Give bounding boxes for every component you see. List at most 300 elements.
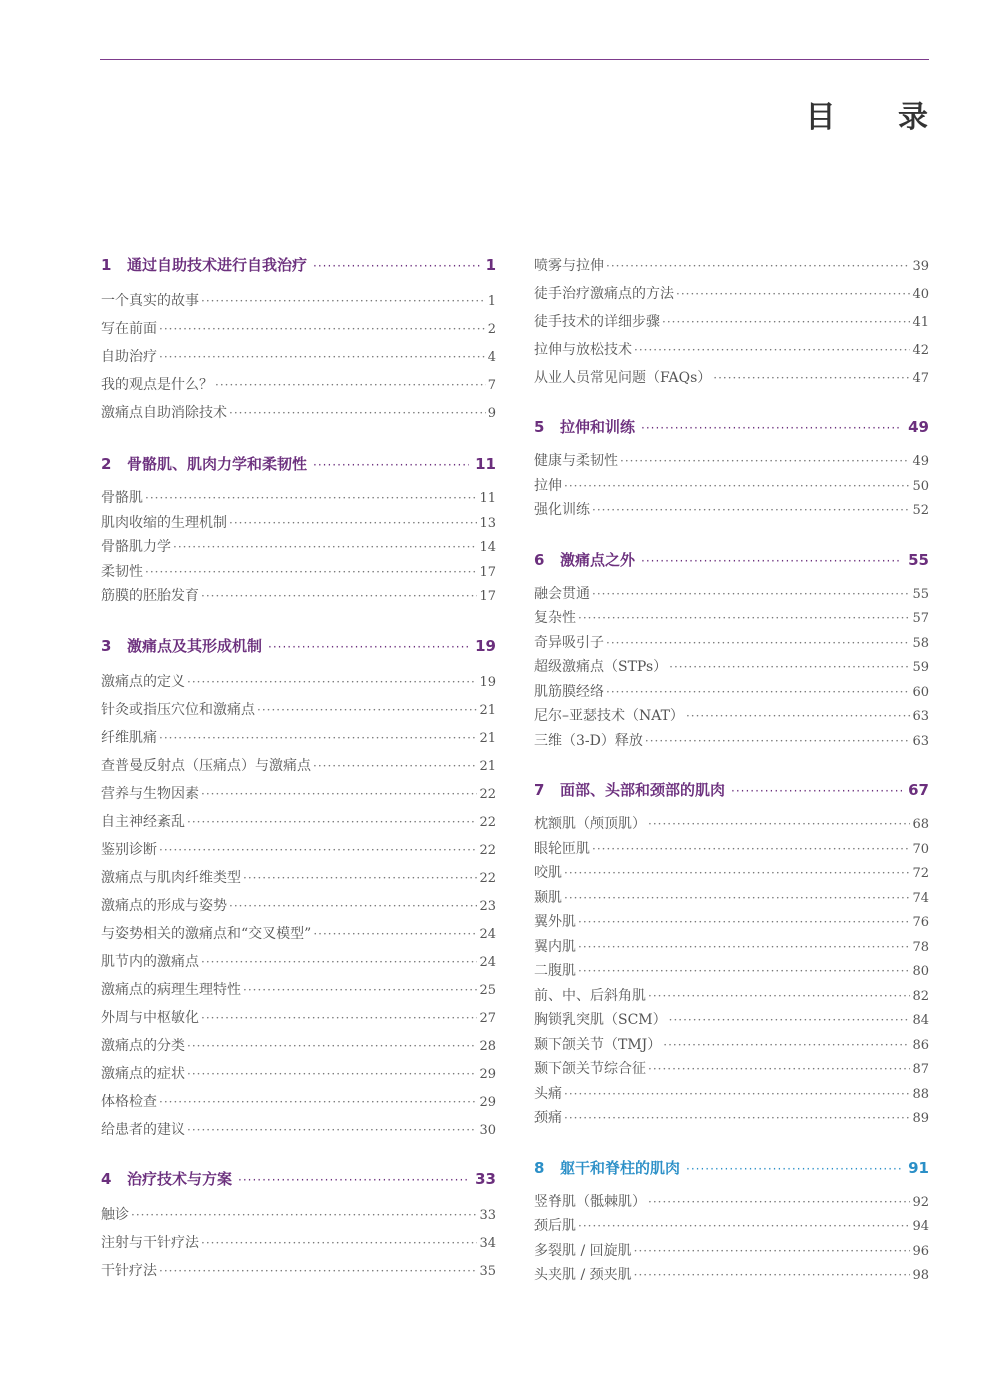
toc-entry[interactable] bbox=[101, 976, 496, 1004]
entry-title: 激痛点的分类 bbox=[101, 1037, 185, 1054]
dot-leader bbox=[159, 1088, 477, 1116]
dot-leader bbox=[578, 910, 910, 935]
chapter-page: 1 bbox=[485, 256, 496, 274]
toc-entry[interactable] bbox=[101, 399, 496, 427]
dot-leader bbox=[313, 920, 477, 948]
spacer bbox=[534, 1288, 929, 1312]
dot-leader bbox=[686, 1156, 902, 1182]
entry-page: 22 bbox=[479, 786, 496, 802]
chapter-page: 55 bbox=[908, 550, 929, 569]
dot-leader bbox=[313, 452, 469, 478]
chapter-page: 11 bbox=[475, 455, 496, 473]
entry-title: 纤维肌痛 bbox=[101, 729, 157, 746]
entry-title: 骨骼肌 bbox=[101, 490, 143, 506]
entry-page: 19 bbox=[479, 674, 496, 690]
entry-page: 76 bbox=[912, 915, 929, 930]
entry-page: 78 bbox=[912, 939, 929, 955]
entry-page: 39 bbox=[912, 259, 929, 274]
entry-page: 22 bbox=[479, 814, 496, 830]
entry-page: 86 bbox=[912, 1037, 929, 1053]
dot-leader bbox=[187, 1116, 477, 1144]
dot-leader bbox=[578, 606, 910, 631]
toc-entry[interactable] bbox=[534, 280, 929, 308]
entry-page: 63 bbox=[912, 733, 929, 749]
dot-leader bbox=[159, 1257, 477, 1285]
toc-entry[interactable] bbox=[534, 837, 929, 862]
toc-entry[interactable] bbox=[534, 252, 929, 280]
entry-page: 21 bbox=[479, 730, 496, 746]
entry-title: 激痛点的病理生理特性 bbox=[101, 981, 241, 998]
entry-page: 35 bbox=[479, 1263, 496, 1279]
dot-leader bbox=[145, 560, 477, 585]
spacer bbox=[101, 609, 496, 633]
dot-leader bbox=[159, 343, 486, 371]
dot-leader bbox=[592, 837, 910, 862]
entry-title: 激痛点与肌肉纤维类型 bbox=[101, 869, 241, 886]
entry-title: 肌筋膜经络 bbox=[534, 683, 604, 700]
toc-entry[interactable] bbox=[534, 812, 929, 837]
entry-title: 竖脊肌（骶棘肌） bbox=[534, 1193, 646, 1210]
dot-leader bbox=[578, 1214, 910, 1239]
spacer bbox=[534, 803, 929, 812]
entry-page: 87 bbox=[912, 1062, 929, 1077]
chapter-number: 2 bbox=[101, 455, 112, 473]
dot-leader bbox=[669, 655, 910, 680]
entry-page: 24 bbox=[479, 954, 496, 970]
chapter-heading[interactable] bbox=[534, 777, 929, 803]
entry-page: 30 bbox=[479, 1122, 496, 1138]
toc-entry[interactable] bbox=[534, 704, 929, 729]
chapter-page: 33 bbox=[475, 1169, 496, 1188]
chapter-number: 6 bbox=[534, 550, 545, 569]
entry-title: 复杂性 bbox=[534, 610, 576, 626]
entry-page: 7 bbox=[487, 378, 496, 393]
dot-leader bbox=[564, 1106, 910, 1131]
entry-page: 33 bbox=[479, 1207, 496, 1223]
dot-leader bbox=[187, 1032, 477, 1060]
entry-page: 23 bbox=[479, 898, 496, 914]
toc-entry[interactable] bbox=[534, 308, 929, 336]
toc-entry[interactable] bbox=[101, 808, 496, 836]
dot-leader bbox=[145, 486, 477, 511]
dot-leader bbox=[641, 415, 902, 441]
toc-entry[interactable] bbox=[534, 336, 929, 364]
entry-title: 拉伸 bbox=[534, 477, 562, 494]
entry-page: 55 bbox=[912, 586, 929, 602]
chapter-heading[interactable] bbox=[101, 252, 496, 278]
entry-title: 柔韧性 bbox=[101, 563, 143, 580]
entry-page: 74 bbox=[912, 890, 929, 906]
entry-page: 41 bbox=[912, 315, 929, 330]
dot-leader bbox=[578, 959, 910, 984]
toc-entry[interactable] bbox=[101, 920, 496, 948]
entry-page: 70 bbox=[912, 841, 929, 857]
dot-leader bbox=[187, 1060, 477, 1088]
entry-page: 60 bbox=[912, 684, 929, 700]
toc-entry[interactable] bbox=[101, 1060, 496, 1088]
chapter-page: 49 bbox=[908, 418, 929, 436]
dot-leader bbox=[564, 1082, 910, 1107]
entry-title: 颈痛 bbox=[534, 1110, 562, 1126]
dot-leader bbox=[564, 474, 910, 499]
chapter-title: 面部、头部和颈部的肌肉 bbox=[560, 781, 726, 799]
entry-page: 52 bbox=[912, 503, 929, 518]
toc-entry[interactable] bbox=[534, 474, 929, 499]
dot-leader bbox=[592, 498, 910, 523]
entry-title: 自主神经紊乱 bbox=[101, 813, 185, 830]
chapter-title: 治疗技术与方案 bbox=[127, 1169, 233, 1188]
entry-title: 肌肉收缩的生理机制 bbox=[101, 514, 227, 531]
chapter-page: 67 bbox=[908, 781, 929, 799]
toc-entry[interactable] bbox=[101, 752, 496, 780]
entry-page: 17 bbox=[479, 589, 496, 604]
entry-page: 42 bbox=[912, 343, 929, 358]
entry-page: 11 bbox=[479, 491, 496, 506]
dot-leader bbox=[159, 315, 486, 343]
toc-entry[interactable] bbox=[534, 1008, 929, 1033]
dot-leader bbox=[187, 808, 477, 836]
chapter-heading[interactable] bbox=[101, 451, 496, 477]
entry-title: 写在前面 bbox=[101, 321, 157, 337]
dot-leader bbox=[201, 287, 486, 315]
entry-title: 自助治疗 bbox=[101, 349, 157, 365]
entry-title: 尼尔–亚瑟技术（NAT） bbox=[534, 708, 684, 724]
dot-leader bbox=[243, 976, 477, 1004]
toc-left-column bbox=[101, 252, 496, 1309]
entry-page: 68 bbox=[912, 817, 929, 832]
dot-leader bbox=[648, 1057, 910, 1082]
entry-page: 17 bbox=[479, 564, 496, 580]
dot-leader bbox=[215, 371, 486, 399]
dot-leader bbox=[620, 449, 910, 474]
dot-leader bbox=[257, 696, 477, 724]
toc-entry[interactable] bbox=[534, 1190, 929, 1215]
dot-leader bbox=[578, 935, 910, 960]
dot-leader bbox=[686, 704, 911, 729]
entry-title: 徒手技术的详细步骤 bbox=[534, 314, 660, 330]
toc-entry[interactable] bbox=[534, 1239, 929, 1264]
toc-entry[interactable] bbox=[534, 1057, 929, 1082]
entry-title: 胸锁乳突肌（SCM） bbox=[534, 1012, 667, 1028]
toc-entry[interactable] bbox=[534, 729, 929, 754]
toc-entry[interactable] bbox=[534, 606, 929, 631]
entry-page: 22 bbox=[479, 842, 496, 858]
entry-page: 47 bbox=[912, 371, 929, 386]
entry-page: 82 bbox=[912, 988, 929, 1004]
entry-page: 2 bbox=[487, 322, 496, 337]
entry-page: 25 bbox=[479, 982, 496, 998]
dot-leader bbox=[606, 252, 910, 280]
toc-entry[interactable] bbox=[534, 364, 929, 392]
entry-page: 14 bbox=[479, 540, 496, 555]
entry-title: 触诊 bbox=[101, 1206, 129, 1223]
toc-entry[interactable] bbox=[101, 864, 496, 892]
entry-title: 颈后肌 bbox=[534, 1218, 576, 1234]
entry-title: 喷雾与拉伸 bbox=[534, 258, 604, 274]
toc-entry[interactable] bbox=[534, 449, 929, 474]
dot-leader bbox=[187, 668, 477, 696]
entry-title: 与姿势相关的激痛点和“交叉模型” bbox=[101, 925, 312, 942]
chapter-title: 拉伸和训练 bbox=[560, 418, 636, 436]
entry-title: 三维（3-D）释放 bbox=[534, 732, 643, 749]
page-title: 目 录 bbox=[805, 100, 954, 135]
dot-leader bbox=[201, 948, 477, 976]
chapter-number: 7 bbox=[534, 781, 545, 799]
toc-entry[interactable] bbox=[101, 486, 496, 511]
toc-entry[interactable] bbox=[101, 1201, 496, 1229]
entry-title: 枕额肌（颅顶肌） bbox=[534, 816, 646, 832]
toc-entry[interactable] bbox=[101, 1229, 496, 1257]
toc-entry[interactable] bbox=[101, 1004, 496, 1032]
spacer bbox=[534, 573, 929, 582]
entry-page: 96 bbox=[912, 1243, 929, 1259]
entry-title: 肌节内的激痛点 bbox=[101, 953, 199, 970]
toc-entry[interactable] bbox=[534, 1214, 929, 1239]
dot-leader bbox=[634, 1263, 911, 1288]
entry-title: 眼轮匝肌 bbox=[534, 840, 590, 857]
entry-title: 多裂肌 / 回旋肌 bbox=[534, 1242, 632, 1259]
toc-entry[interactable] bbox=[534, 582, 929, 607]
entry-title: 鉴别诊断 bbox=[101, 841, 157, 858]
dot-leader bbox=[663, 1033, 910, 1058]
dot-leader bbox=[606, 680, 910, 705]
toc-entry[interactable] bbox=[101, 1032, 496, 1060]
entry-page: 89 bbox=[912, 1111, 929, 1126]
entry-page: 94 bbox=[912, 1219, 929, 1234]
entry-page: 58 bbox=[912, 635, 929, 651]
entry-title: 注射与干针疗法 bbox=[101, 1234, 199, 1251]
toc-entry[interactable] bbox=[534, 1263, 929, 1288]
spacer bbox=[534, 1181, 929, 1190]
entry-title: 营养与生物因素 bbox=[101, 785, 199, 802]
entry-title: 从业人员常见问题（FAQs） bbox=[534, 370, 712, 386]
entry-page: 57 bbox=[912, 611, 929, 626]
entry-page: 29 bbox=[479, 1094, 496, 1110]
entry-page: 4 bbox=[487, 350, 496, 365]
entry-page: 22 bbox=[479, 870, 496, 886]
dot-leader bbox=[268, 634, 469, 660]
entry-title: 拉伸与放松技术 bbox=[534, 342, 632, 358]
dot-leader bbox=[564, 886, 910, 911]
entry-page: 24 bbox=[479, 926, 496, 942]
entry-page: 1 bbox=[487, 294, 496, 309]
chapter-title: 躯干和脊柱的肌肉 bbox=[560, 1158, 681, 1177]
toc-entry[interactable] bbox=[101, 948, 496, 976]
dot-leader bbox=[243, 864, 477, 892]
dot-leader bbox=[662, 308, 910, 336]
spacer bbox=[101, 1144, 496, 1166]
toc-entry[interactable] bbox=[534, 886, 929, 911]
dot-leader bbox=[676, 280, 910, 308]
dot-leader bbox=[201, 584, 477, 609]
chapter-number: 3 bbox=[101, 636, 112, 655]
dot-leader bbox=[159, 724, 477, 752]
chapter-heading[interactable] bbox=[534, 1155, 929, 1181]
chapter-page: 19 bbox=[475, 636, 496, 655]
entry-title: 头痛 bbox=[534, 1085, 562, 1102]
dot-leader bbox=[201, 1004, 477, 1032]
entry-title: 翼外肌 bbox=[534, 914, 576, 930]
chapter-heading[interactable] bbox=[534, 547, 929, 573]
toc-entry[interactable] bbox=[534, 959, 929, 984]
chapter-title: 骨骼肌、肌肉力学和柔韧性 bbox=[127, 455, 308, 473]
entry-title: 强化训练 bbox=[534, 502, 590, 518]
toc-entry[interactable] bbox=[101, 836, 496, 864]
dot-leader bbox=[229, 511, 477, 536]
chapter-heading[interactable] bbox=[101, 633, 496, 659]
toc-entry[interactable] bbox=[101, 315, 496, 343]
toc-entry[interactable] bbox=[534, 910, 929, 935]
entry-title: 咬肌 bbox=[534, 865, 562, 881]
dot-leader bbox=[669, 1008, 911, 1033]
toc-entry[interactable] bbox=[534, 680, 929, 705]
entry-page: 27 bbox=[479, 1010, 496, 1026]
dot-leader bbox=[731, 778, 902, 804]
dot-leader bbox=[648, 1190, 910, 1215]
dot-leader bbox=[229, 892, 477, 920]
chapter-number: 8 bbox=[534, 1158, 545, 1177]
toc-entry[interactable] bbox=[101, 724, 496, 752]
chapter-heading[interactable] bbox=[534, 414, 929, 440]
entry-page: 88 bbox=[912, 1086, 929, 1102]
toc-entry[interactable] bbox=[101, 780, 496, 808]
dot-leader bbox=[238, 1167, 469, 1193]
toc-entry[interactable] bbox=[101, 1116, 496, 1144]
toc-entry[interactable] bbox=[101, 511, 496, 536]
entry-page: 50 bbox=[912, 478, 929, 494]
entry-title: 头夹肌 / 颈夹肌 bbox=[534, 1267, 632, 1283]
entry-page: 72 bbox=[912, 866, 929, 881]
entry-page: 28 bbox=[479, 1038, 496, 1054]
entry-title: 激痛点的形成与姿势 bbox=[101, 897, 227, 914]
dot-leader bbox=[131, 1201, 477, 1229]
chapter-title: 激痛点之外 bbox=[560, 550, 636, 569]
entry-title: 针灸或指压穴位和激痛点 bbox=[101, 701, 255, 718]
entry-title: 激痛点的定义 bbox=[101, 673, 185, 690]
entry-page: 59 bbox=[912, 660, 929, 675]
chapter-title: 激痛点及其形成机制 bbox=[127, 636, 263, 655]
entry-page: 9 bbox=[487, 406, 496, 421]
entry-page: 98 bbox=[912, 1268, 929, 1283]
toc-entry[interactable] bbox=[534, 861, 929, 886]
toc-entry[interactable] bbox=[534, 935, 929, 960]
entry-page: 21 bbox=[479, 758, 496, 774]
spacer bbox=[101, 278, 496, 287]
chapter-number: 1 bbox=[101, 256, 112, 274]
entry-title: 激痛点自助消除技术 bbox=[101, 405, 227, 421]
dot-leader bbox=[645, 729, 911, 754]
dot-leader bbox=[159, 836, 477, 864]
spacer bbox=[534, 523, 929, 547]
spacer bbox=[101, 1285, 496, 1309]
dot-leader bbox=[641, 548, 902, 574]
entry-page: 29 bbox=[479, 1066, 496, 1082]
toc-entry[interactable] bbox=[101, 892, 496, 920]
dot-leader bbox=[634, 336, 910, 364]
toc-entry[interactable] bbox=[534, 1033, 929, 1058]
dot-leader bbox=[713, 364, 910, 392]
spacer bbox=[101, 427, 496, 451]
entry-title: 我的观点是什么？ bbox=[101, 377, 213, 393]
toc-entry[interactable] bbox=[101, 1257, 496, 1285]
dot-leader bbox=[201, 1229, 477, 1257]
toc-entry[interactable] bbox=[534, 1082, 929, 1107]
entry-title: 奇异吸引子 bbox=[534, 634, 604, 651]
entry-title: 徒手治疗激痛点的方法 bbox=[534, 286, 674, 302]
entry-title: 外周与中枢敏化 bbox=[101, 1009, 199, 1026]
entry-title: 超级激痛点（STPs） bbox=[534, 659, 668, 675]
entry-title: 骨骼肌力学 bbox=[101, 539, 171, 555]
spacer bbox=[101, 477, 496, 486]
entry-title: 筋膜的胚胎发育 bbox=[101, 588, 199, 604]
toc-entry[interactable] bbox=[101, 1088, 496, 1116]
entry-title: 激痛点的症状 bbox=[101, 1065, 185, 1082]
entry-title: 给患者的建议 bbox=[101, 1121, 185, 1138]
spacer bbox=[534, 753, 929, 777]
chapter-title: 通过自助技术进行自我治疗 bbox=[127, 256, 308, 274]
entry-title: 二腹肌 bbox=[534, 963, 576, 979]
dot-leader bbox=[173, 535, 477, 560]
dot-leader bbox=[648, 984, 910, 1009]
entry-page: 13 bbox=[479, 515, 496, 531]
dot-leader bbox=[564, 861, 910, 886]
dot-leader bbox=[592, 582, 910, 607]
toc-entry[interactable] bbox=[101, 584, 496, 609]
toc-entry[interactable] bbox=[101, 343, 496, 371]
toc-entry[interactable] bbox=[101, 371, 496, 399]
toc-entry[interactable] bbox=[101, 696, 496, 724]
entry-title: 查普曼反射点（压痛点）与激痛点 bbox=[101, 757, 311, 774]
top-rule bbox=[100, 59, 929, 60]
entry-title: 干针疗法 bbox=[101, 1262, 157, 1279]
entry-title: 翼内肌 bbox=[534, 938, 576, 955]
entry-page: 40 bbox=[912, 287, 929, 302]
entry-page: 21 bbox=[479, 702, 496, 718]
spacer bbox=[534, 440, 929, 449]
entry-page: 34 bbox=[479, 1235, 496, 1251]
chapter-heading[interactable] bbox=[101, 1166, 496, 1192]
entry-title: 颞肌 bbox=[534, 889, 562, 906]
toc-entry[interactable] bbox=[101, 560, 496, 585]
entry-title: 前、中、后斜角肌 bbox=[534, 987, 646, 1004]
spacer bbox=[101, 659, 496, 668]
chapter-page: 91 bbox=[908, 1158, 929, 1177]
toc-entry[interactable] bbox=[534, 984, 929, 1009]
entry-page: 92 bbox=[912, 1194, 929, 1210]
entry-title: 一个真实的故事 bbox=[101, 293, 199, 309]
entry-title: 融会贯通 bbox=[534, 585, 590, 602]
dot-leader bbox=[634, 1239, 911, 1264]
toc-entry[interactable] bbox=[101, 668, 496, 696]
toc-entry[interactable] bbox=[534, 1106, 929, 1131]
entry-title: 颞下颌关节（TMJ） bbox=[534, 1036, 662, 1053]
toc-entry[interactable] bbox=[534, 631, 929, 656]
toc-entry[interactable] bbox=[101, 535, 496, 560]
entry-page: 80 bbox=[912, 964, 929, 979]
toc-entry[interactable] bbox=[101, 287, 496, 315]
toc-entry[interactable] bbox=[534, 498, 929, 523]
dot-leader bbox=[648, 812, 910, 837]
entry-title: 健康与柔韧性 bbox=[534, 453, 618, 469]
entry-page: 84 bbox=[912, 1013, 929, 1028]
dot-leader bbox=[313, 752, 477, 780]
entry-page: 49 bbox=[912, 454, 929, 469]
toc-entry[interactable] bbox=[534, 655, 929, 680]
dot-leader bbox=[313, 253, 480, 279]
chapter-number: 4 bbox=[101, 1169, 112, 1188]
spacer bbox=[534, 1131, 929, 1155]
dot-leader bbox=[201, 780, 477, 808]
